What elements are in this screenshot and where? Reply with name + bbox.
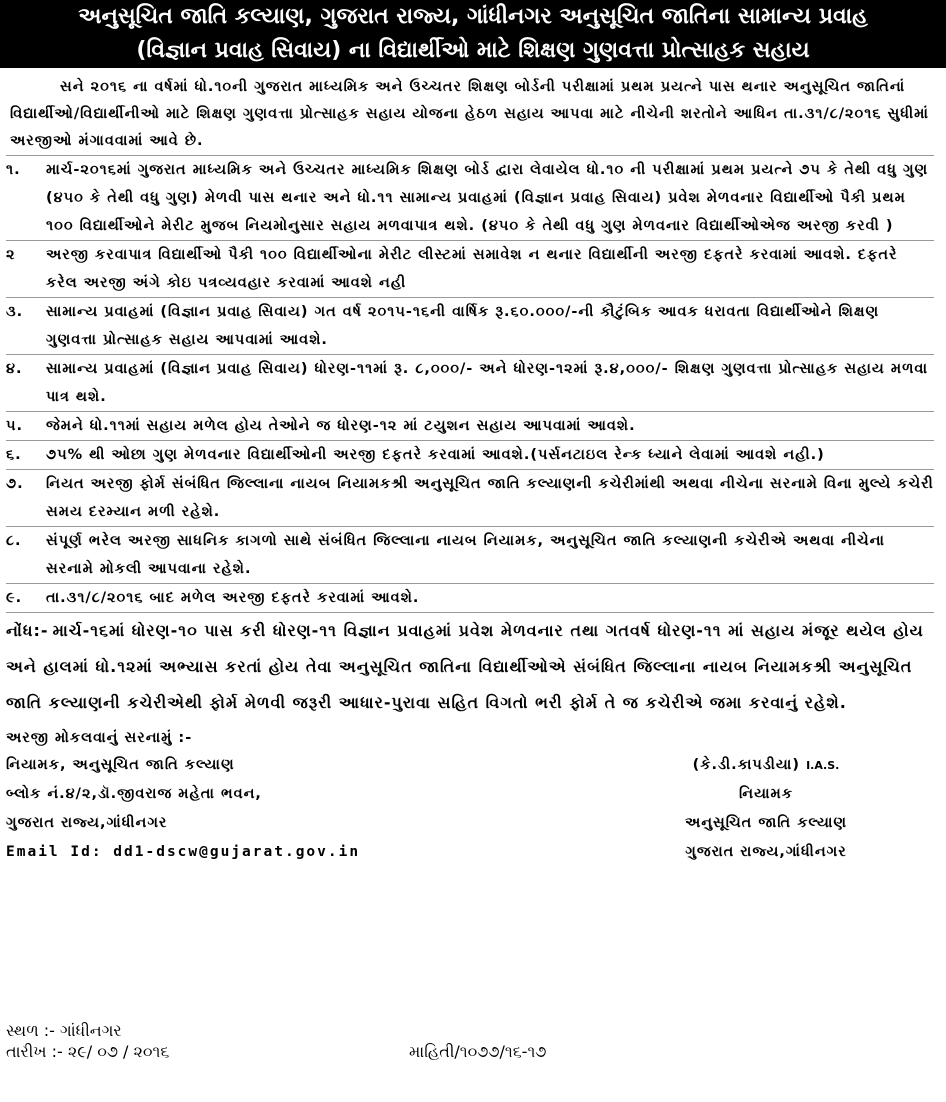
condition-text: સામાન્ય પ્રવાહમાં (વિજ્ઞાન પ્રવાહ સિવાય) ગત વર્ષ ૨૦૧૫-૧૬ની વાર્ષિક રૂ.૬૦.૦૦૦/-ની કૌટુંબિક આવક ધરાવતા વિદ્યાર્થીઓને શિક્ષણ ગુણવત્તા પ્રોત્સાહક સહાય આપવામાં આવશે. (46, 304, 880, 348)
footer-date: તારીખ :- ૨૯/ ૦૭ / ૨૦૧૬ (6, 1042, 170, 1061)
address-block (6, 751, 940, 871)
note-text: માર્ચ-૧૬માં ધોરણ-૧૦ પાસ કરી ધોરણ-૧૧ વિજ્ઞાન પ્રવાહમાં પ્રવેશ મેળવનાર તથા ગતવર્ષ ધોરણ-૧૧ માં સહાય મંજૂર થયેલ હોય અને હાલમાં ધો.૧૨માં અભ્યાસ કરતાં હોય તેવા અનુસૂચિત જાતિના વિદ્યાર્થીઓએ સંબંધિત જિલ્લાના નાયબ નિયામકશ્રી અનુસૂચિત જાતિ કલ્યાણની કચેરીએથી ફોર્મ મેળવી જરૂરી આધાર-પુરાવા સહિત વિગતો ભરી ફોર્મ તે જ કચેરીએ જમા કરવાનું રહેશે. (6, 621, 924, 712)
signatory-name: (કે.ડી.કાપડીયા) (692, 757, 800, 773)
signatory-title: નિયામક (739, 786, 793, 802)
condition-item (6, 583, 934, 612)
publication-number: માહિતી/૧૦૭૭/૧૬-૧૭ (409, 1042, 547, 1061)
condition-text: ૭૫% થી ઓછા ગુણ મેળવનાર વિદ્યાર્થીઓની અરજી દફતરે કરવામાં આવશે.(પર્સનટાઇલ રેન્ક ધ્યાને લેવામાં આવશે નહી.) (46, 447, 825, 463)
condition-item (6, 297, 934, 354)
condition-item (6, 240, 934, 297)
condition-number: ૭. (6, 476, 24, 492)
condition-text: અરજી કરવાપાત્ર વિદ્યાર્થીઓ પૈકી ૧૦૦ વિદ્યાર્થીઓના મેરીટ લીસ્ટમાં સમાવેશ ન થનાર વિદ્યાર્થીની અરજી દફતરે કરવામાં આવશે. દફતરે કરેલ અરજી અંગે કોઇ પત્રવ્યવહાર કરવામાં આવશે નહી (46, 247, 898, 291)
signatory-place: ગુજરાત રાજ્ય,ગાંધીનગર (685, 844, 847, 860)
condition-text: માર્ચ-૨૦૧૬માં ગુજરાત માધ્યમિક અને ઉચ્ચતર માધ્યમિક શિક્ષણ બોર્ડ દ્વારા લેવાયેલ ધો.૧૦ ની પરીક્ષામાં પ્રથમ પ્રયત્ને ૭૫ કે તેથી વધુ ગુણ (૪૫૦ કે તેથી વધુ ગુણ) મેળવી પાસ થનાર અને ધો.૧૧ સામાન્ય પ્રવાહમાં (વિજ્ઞાન પ્રવાહ સિવાય) પ્રવેશ મેળવનાર વિદ્યાર્થીઓ પૈકી પ્રથમ ૧૦૦ વિદ્યાર્થીઓને મેરીટ મુજબ નિયમોનુસાર સહાય મળવાપાત્ર થશે. (૪૫૦ કે તેથી વધુ ગુણ મેળવનાર વિદ્યાર્થીઓએજ અરજી કરવી ) (46, 162, 929, 234)
header-line-2: (વિજ્ઞાન પ્રવાહ સિવાય) ના વિદ્યાર્થીઓ માટે શિક્ષણ ગુણવત્તા પ્રોત્સાહક સહાય (136, 38, 810, 63)
note-paragraph (6, 612, 934, 721)
footer-place: સ્થળ :- ગાંધીનગર (6, 1021, 122, 1040)
condition-number: ૯. (6, 590, 23, 606)
condition-text: નિયત અરજી ફોર્મ સંબંધિત જિલ્લાના નાયબ નિયામકશ્રી અનુસૂચિત જાતિ કલ્યાણની કચેરીમાંથી અથવા નીચેના સરનામે વિના મુલ્યે કચેરી સમય દરમ્યાન મળી રહેશે. (46, 476, 934, 520)
condition-item (6, 469, 934, 526)
condition-item (6, 411, 934, 440)
note-lead: નોંધ:- (6, 621, 49, 640)
footer (6, 1020, 936, 1062)
condition-number: ૬. (6, 447, 22, 463)
condition-text: સંપૂર્ણ ભરેલ અરજી સાધનિક કાગળો સાથે સંબંધિત જિલ્લાના નાયબ નિયામક, અનુસૂચિત જાતિ કલ્યાણની કચેરીએ અથવા નીચેના સરનામે મોકલી આપવાના રહેશે. (46, 533, 885, 577)
condition-text: તા.૩૧/૮/૨૦૧૬ બાદ મળેલ અરજી દફતરે કરવામાં આવશે. (46, 590, 420, 606)
mailing-address (6, 751, 526, 867)
address-title: અરજી મોકલવાનું સરનામું :- (6, 730, 193, 746)
address-line: નિયામક, અનુસૂચિત જાતિ કલ્યાણ (6, 757, 235, 773)
condition-item (6, 440, 934, 469)
notice-body (0, 68, 946, 1102)
condition-text: સામાન્ય પ્રવાહમાં (વિજ્ઞાન પ્રવાહ સિવાય) ધોરણ-૧૧માં રૂ. ૮,૦૦૦/- અને ધોરણ-૧૨માં રૂ.૪,૦૦૦/- શિક્ષણ ગુણવત્તા પ્રોત્સાહક સહાય મળવા પાત્ર થશે. (46, 361, 928, 405)
condition-item (6, 354, 934, 411)
condition-number: ૨ (6, 247, 16, 263)
address-line: બ્લોક નં.૪/૨,ડૉ.જીવરાજ મહેતા ભવન, (6, 786, 262, 802)
condition-number: ૫. (6, 418, 24, 434)
intro-paragraph: સને ૨૦૧૬ ના વર્ષમાં ધો.૧૦ની ગુજરાત માધ્યમિક અને ઉચ્ચતર શિક્ષણ બોર્ડની પરીક્ષામાં પ્રથમ પ્રયત્ને પાસ થનાર અનુસૂચિત જાતિનાં વિદ્યાર્થીઓ/વિદ્યાર્થીનીઓ માટે શિક્ષણ ગુણવત્તા પ્રોત્સાહક સહાય યોજના હેઠળ સહાય આપવા માટે નીચેની શરતોને આધિન તા.૩૧/૮/૨૦૧૬ સુધીમાં અરજીઓ મંગાવવામાં આવે છે. (10, 79, 929, 149)
signatory-office: અનુસૂચિત જાતિ કલ્યાણ (684, 815, 848, 831)
condition-number: ૧. (6, 162, 21, 178)
signatory-suffix: I.A.S. (806, 759, 840, 772)
email-address: Email Id: dd1-dscw@gujarat.gov.in (6, 844, 361, 860)
condition-item (6, 155, 934, 240)
condition-text: જેમને ધો.૧૧માં સહાય મળેલ હોય તેઓને જ ધોરણ-૧૨ માં ટયુશન સહાય આપવામાં આવશે. (46, 418, 636, 434)
condition-number: ૪. (6, 361, 23, 377)
header-line-1: અનુસૂચિત જાતિ કલ્યાણ, ગુજરાત રાજ્ય, ગાંધીનગર અનુસૂચિત જાતિના સામાન્ય પ્રવાહ (78, 4, 868, 29)
signatory-name-line (616, 751, 916, 780)
notice-header (0, 0, 946, 68)
condition-number: ૩. (6, 304, 24, 320)
signatory-block (616, 751, 916, 867)
condition-number: ૮. (6, 533, 22, 549)
address-line: ગુજરાત રાજ્ય,ગાંધીનગર (6, 815, 168, 831)
condition-item (6, 526, 934, 583)
